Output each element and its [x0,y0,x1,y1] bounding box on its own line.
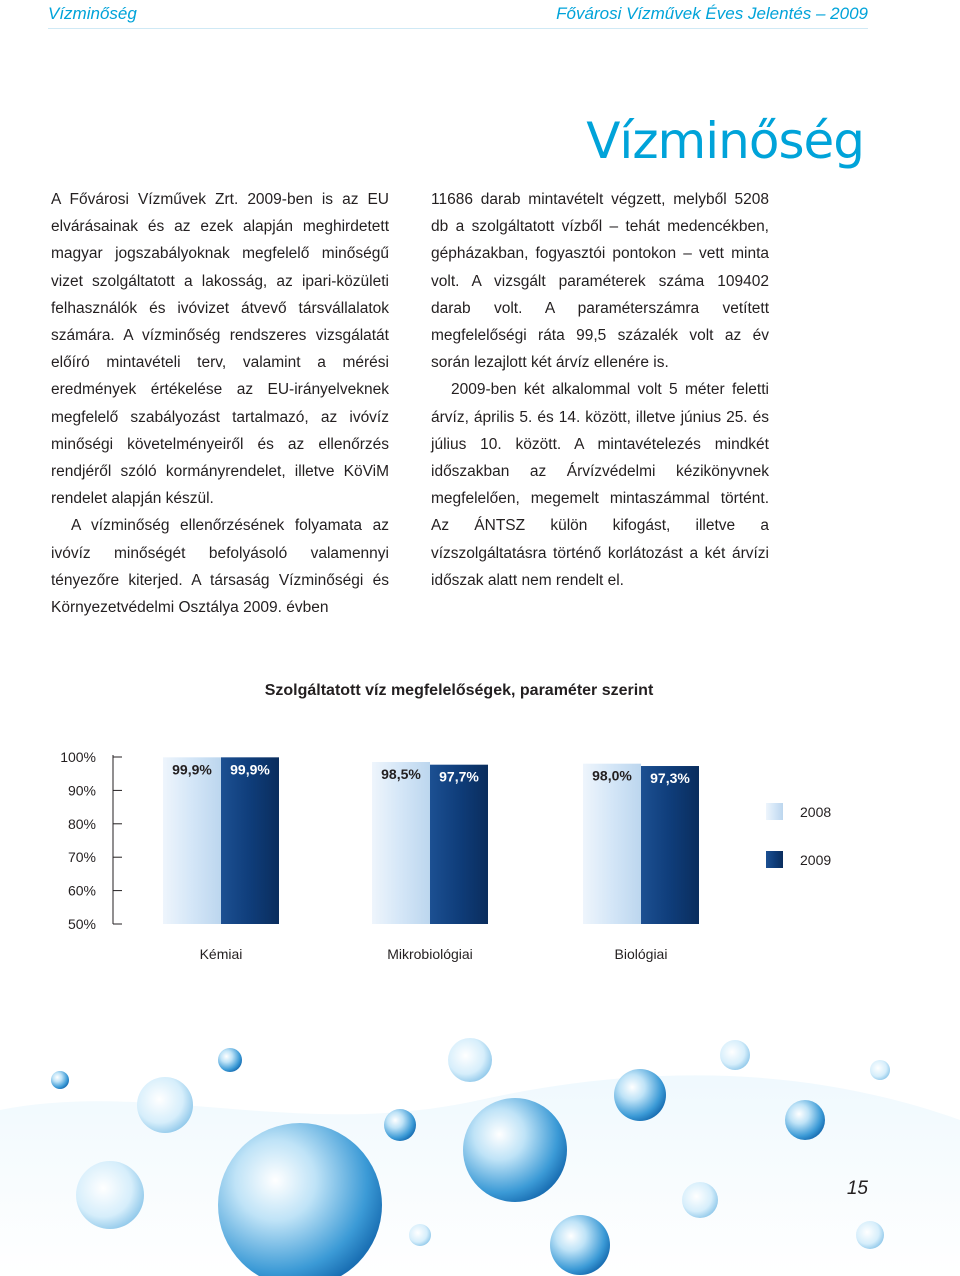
bar-2009-3 [641,766,699,924]
bar-2009-2 [430,765,488,924]
page-number: 15 [846,1178,868,1199]
data-label: 97,3% [650,770,690,787]
compliance-bar-chart [0,730,900,980]
data-label: 99,9% [172,761,212,778]
running-header-report-title: Fővárosi Vízművek Éves Jelentés – 2009 [556,4,868,23]
y-tick-label: 50% [67,916,96,932]
bar-2008-3 [583,764,641,924]
bar-2009-1 [221,757,279,924]
y-tick-label: 90% [67,782,96,799]
paragraph: A Fővárosi Vízművek Zrt. 2009-ben is az EU elvárásainak és az ezek alapján meghirdetett magyar jogszabályoknak megfelelő minőségű vizet szolgáltatott a lakosság, az ipari-közületi felhasználók és ivóvizet átvevő társvállalatok számára. A vízminőség rendszeres vizsgálatát előíró mintavételi terv, valamint a mérési eredmények értékelése az EU-irányelveknek megfelelő szabályozást tartalmazó, az ivóvíz minőségi követelményeiről és az ellenőrzés rendjéről szóló kormányrendelet, illetve KöViM rendelet alapján készül. [51,191,389,508]
paragraph: 11686 darab mintavételt végzett, melyből 5208 db a szolgáltatott vízből – tehát medencékben, gépházakban, fogyasztói pontokon – vett minta volt. A vizsgált paraméterek száma 109402 darab volt. A paraméterszámra vetített megfelelőségi ráta 99,5 százalék volt az év során lezajlott két árvíz ellenére is. [431,191,769,372]
legend-label: 2008 [800,804,832,820]
chart-title: Szolgáltatott víz megfelelőségek, paraméter szerint [264,682,654,699]
paragraph: A vízminőség ellenőrzésének folyamata az ivóvíz minőségét befolyásoló valamennyi tényezőre kiterjed. A társaság Vízminőségi és Környezetvédelmi Osztálya 2009. évben [51,517,389,617]
data-label: 99,9% [230,761,270,778]
text-column-left [51,186,389,621]
legend-swatch-2009 [766,851,783,868]
running-header-section: Vízminőség [48,4,137,23]
header-divider [48,28,868,29]
data-label: 97,7% [439,768,479,785]
page-title: Vízminőség [586,111,864,170]
category-label: Biológiai [614,946,668,962]
y-tick-label: 70% [67,849,96,866]
y-tick-label: 80% [67,815,96,832]
data-label: 98,0% [592,767,632,784]
legend-label: 2009 [800,852,832,868]
y-tick-label: 100% [60,749,96,765]
water-bubbles-illustration [0,1000,960,1276]
y-tick-label: 60% [67,882,96,899]
bar-2008-2 [372,762,430,924]
paragraph: 2009-ben két alkalommal volt 5 méter feletti árvíz, április 5. és 14. között, illetve június 25. és július 10. között. A mintavételezés mindkét időszakban az Árvízvédelmi kézikönyvnek megfelelően, megemelt mintaszámmal történt. Az ÁNTSZ külön kifogást, illetve a vízszolgáltatásra történő korlátozást a két árvízi időszak alatt nem rendelt el. [431,381,769,589]
text-column-right [431,186,769,594]
category-label: Mikrobiológiai [387,946,473,962]
bar-2008-1 [163,757,221,924]
data-label: 98,5% [381,766,421,783]
legend-swatch-2008 [766,803,783,820]
category-label: Kémiai [199,946,243,962]
